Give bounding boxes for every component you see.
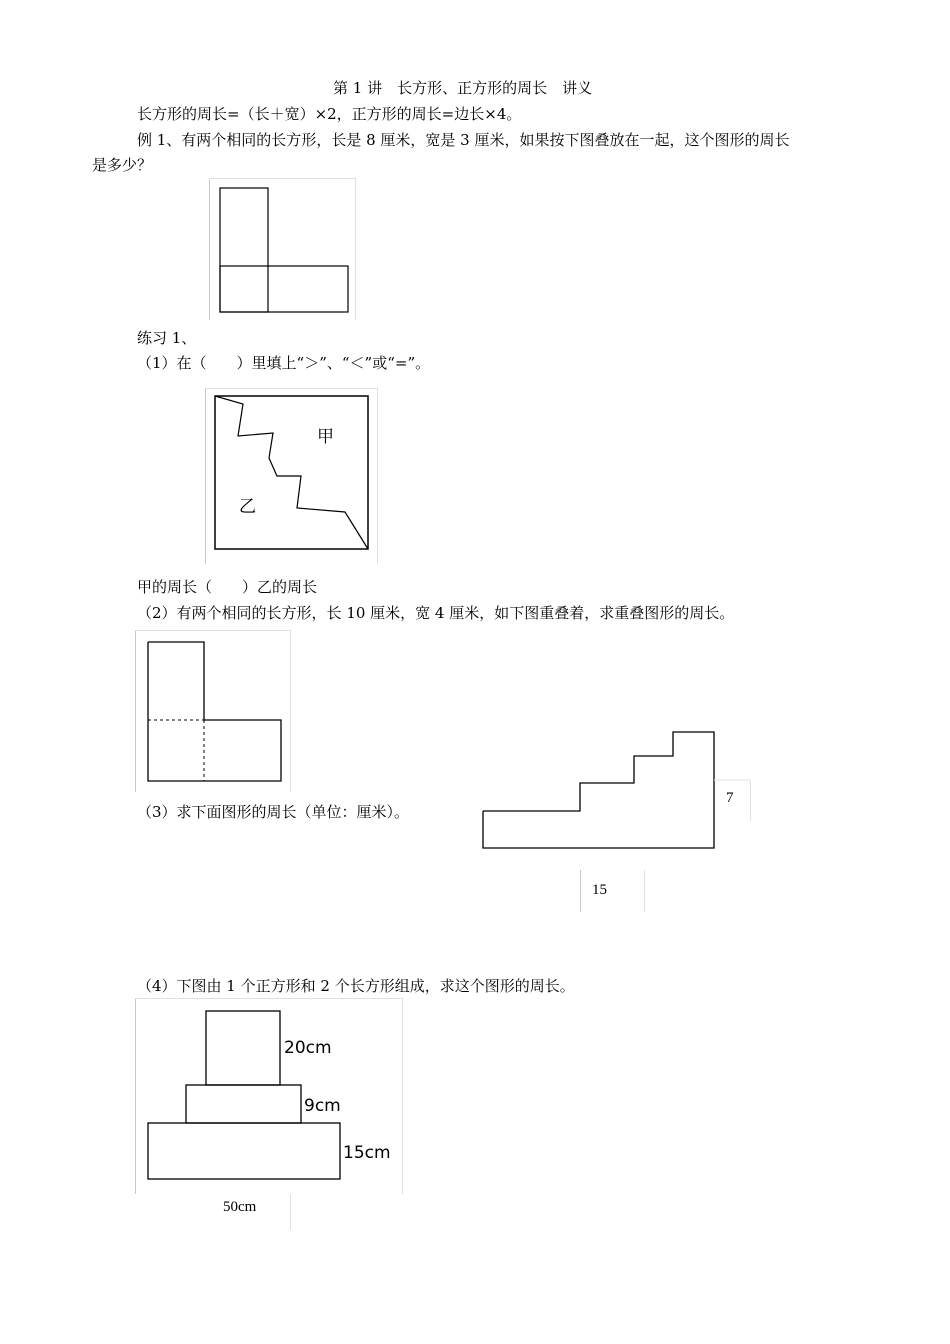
width-label: 15 bbox=[592, 882, 607, 898]
question-2: （2）有两个相同的长方形，长 10 厘米，宽 4 厘米，如下图重叠着，求重叠图形的周长。 bbox=[137, 604, 735, 622]
example-1-text: 例 1、有两个相同的长方形，长是 8 厘米，宽是 3 厘米，如果按下图叠放在一起，这个图形的周长 bbox=[137, 131, 790, 149]
question-1: （1）在（ ）里填上“＞”、“＜”或“=”。 bbox=[137, 354, 431, 372]
question-3: （3）求下面图形的周长（单位：厘米）。 bbox=[137, 803, 410, 821]
example-1-text-cont: 是多少？ bbox=[92, 156, 153, 174]
label-50cm: 50cm bbox=[223, 1199, 257, 1215]
question-1-answer-line: 甲的周长（ ）乙的周长 bbox=[137, 578, 318, 596]
question-2-figure bbox=[135, 630, 293, 792]
example-1-figure bbox=[209, 178, 359, 320]
label-15cm: 15cm bbox=[343, 1143, 391, 1163]
label-yi: 乙 bbox=[239, 497, 256, 517]
page-title: 第 1 讲 长方形、正方形的周长 讲义 bbox=[333, 79, 593, 97]
question-1-figure bbox=[205, 388, 380, 564]
exercise-1-heading: 练习 1、 bbox=[137, 329, 197, 347]
perimeter-formula: 长方形的周长=（长＋宽）×2，正方形的周长=边长×4。 bbox=[137, 105, 522, 123]
label-9cm: 9cm bbox=[304, 1096, 341, 1116]
question-4-figure bbox=[135, 998, 405, 1232]
height-label: 7 bbox=[726, 790, 734, 806]
question-3-figure bbox=[480, 728, 760, 918]
label-20cm: 20cm bbox=[284, 1038, 332, 1058]
question-4: （4）下图由 1 个正方形和 2 个长方形组成，求这个图形的周长。 bbox=[137, 977, 575, 995]
label-jia: 甲 bbox=[317, 427, 334, 447]
